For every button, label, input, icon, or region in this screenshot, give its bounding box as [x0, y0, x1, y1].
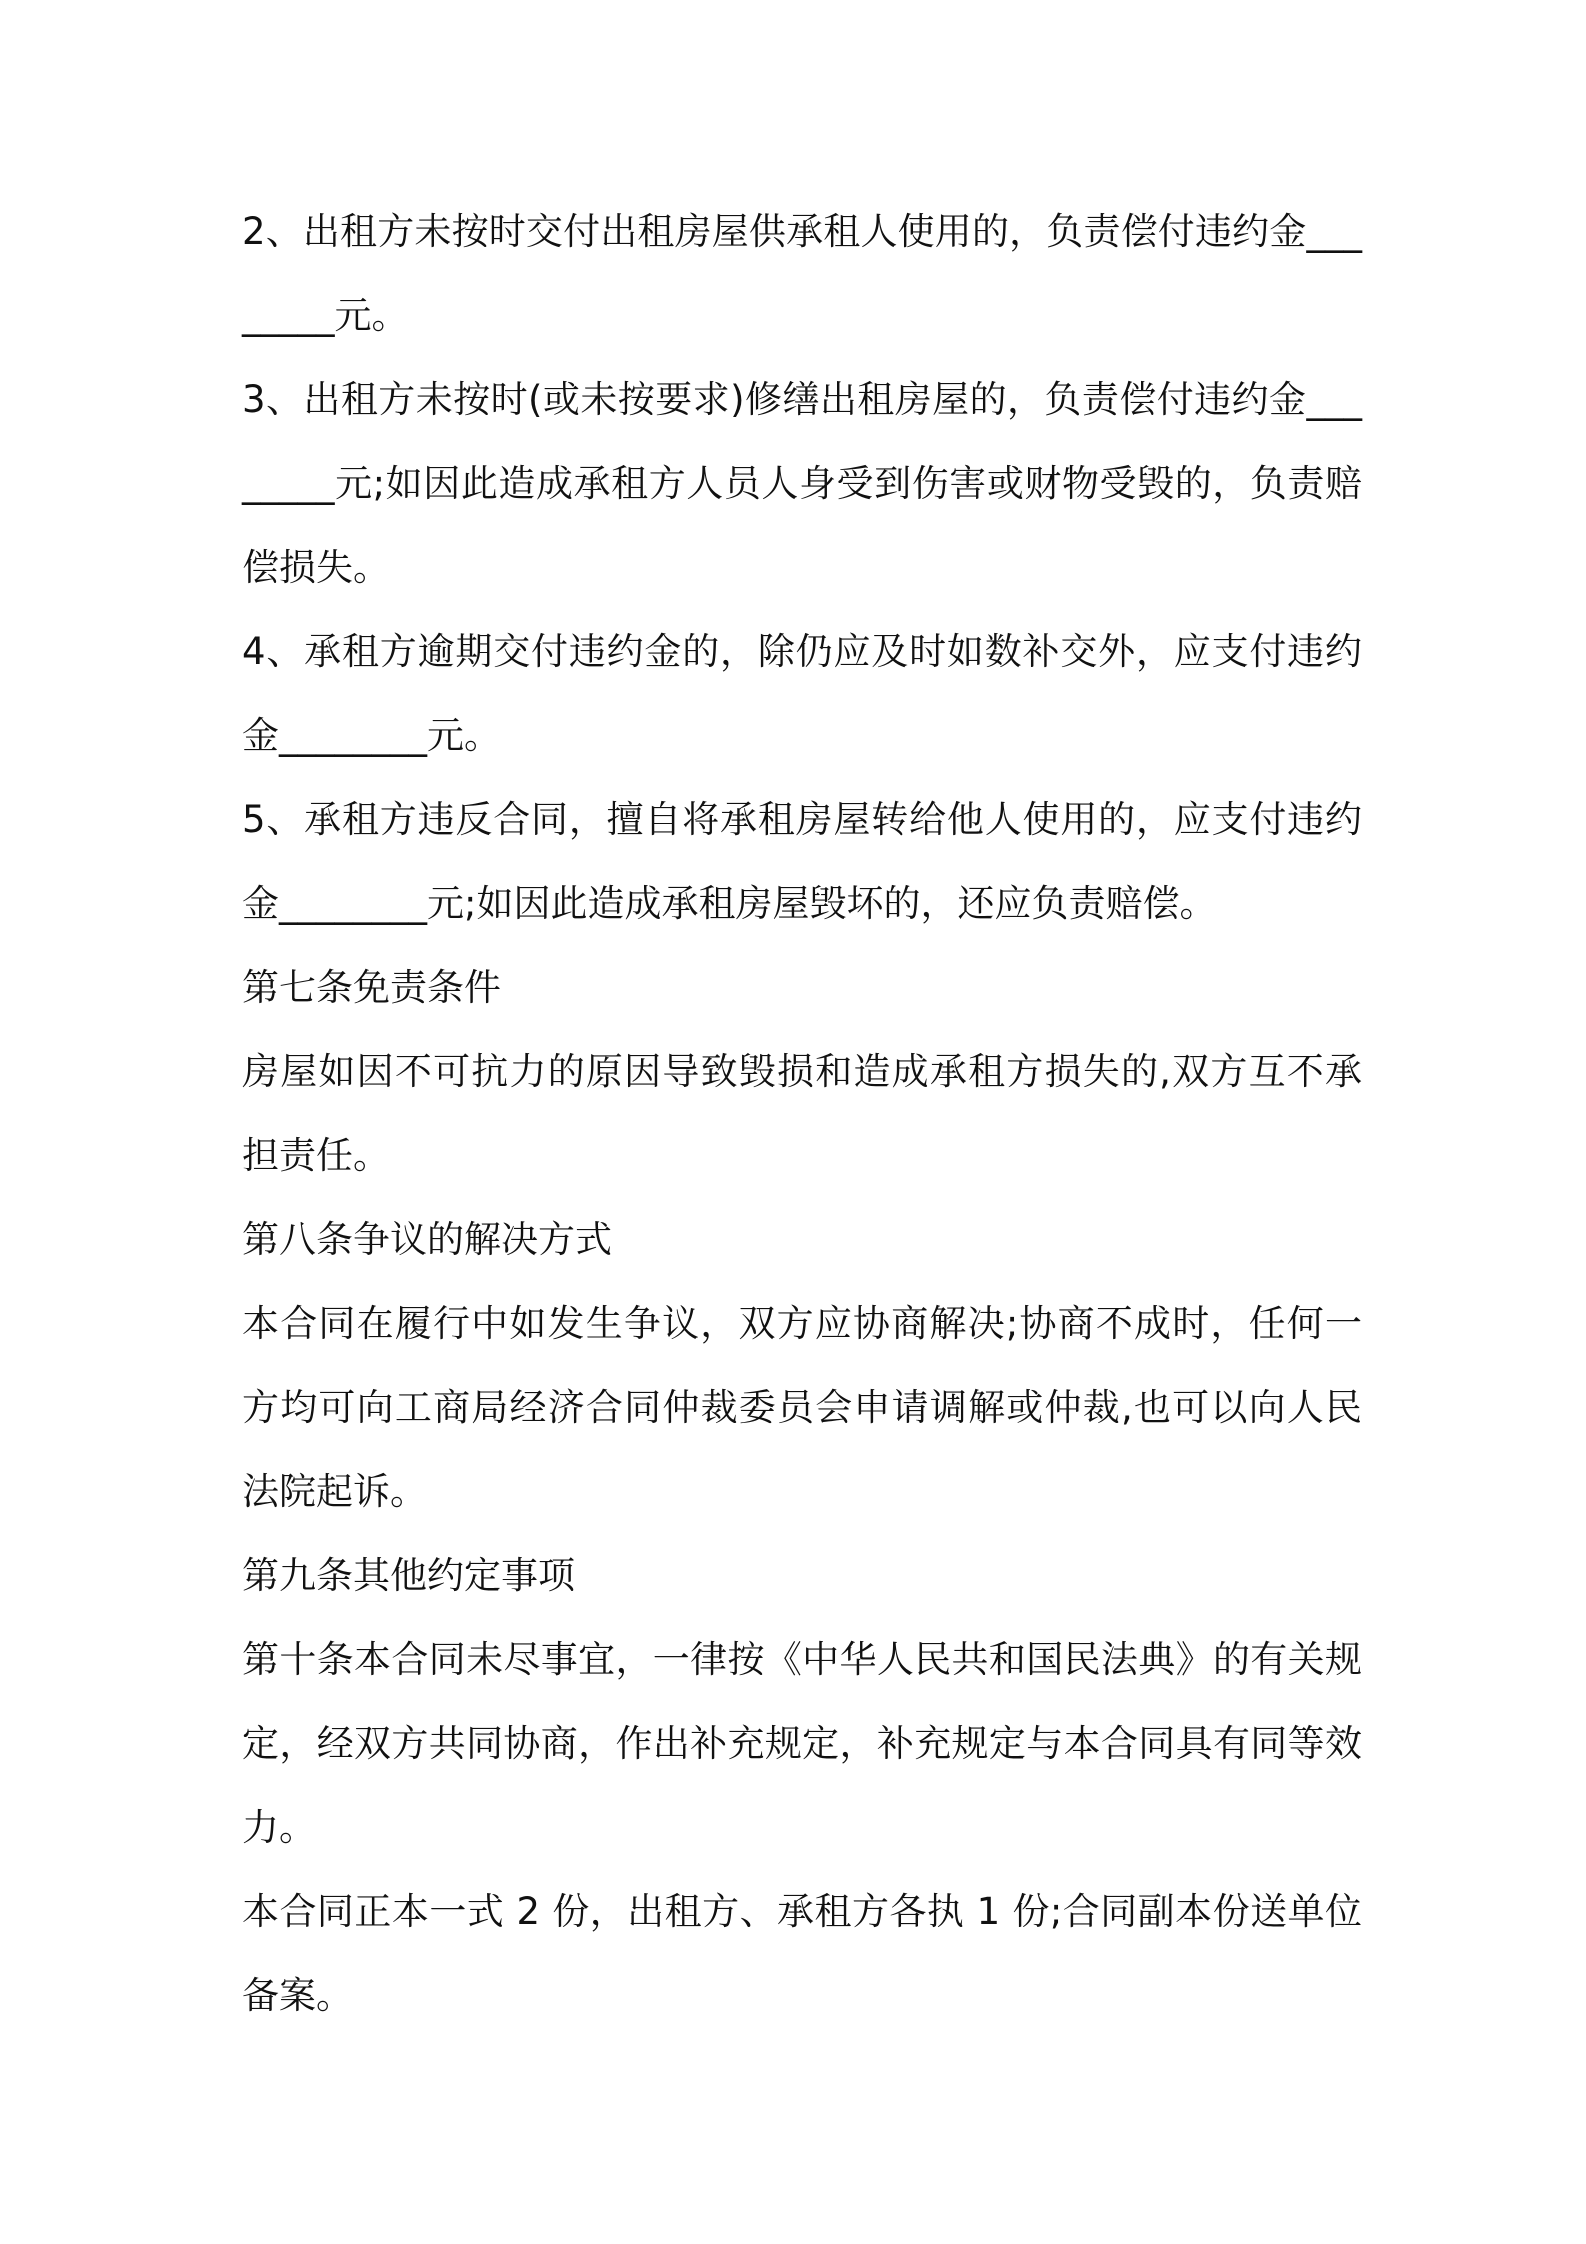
- clause-5-penalty-sublease: 5、承租方违反合同，擅自将承租房屋转给他人使用的，应支付违约金________元;如因此造成承租房屋毁坏的，还应负责赔偿。: [242, 798, 1362, 925]
- article-8-heading: 第八条争议的解决方式: [242, 1218, 612, 1261]
- clause-3-penalty-repair: 3、出租方未按时(或未按要求)修缮出租房屋的，负责偿付违约金________元;如因此造成承租方人员人身受到伤害或财物受毁的，负责赔偿损失。: [242, 378, 1362, 589]
- article-10-text: 第十条本合同未尽事宜，一律按《中华人民共和国民法典》的有关规定，经双方共同协商，作出补充规定，补充规定与本合同具有同等效力。: [242, 1638, 1362, 1849]
- clause-2-penalty-delivery: 2、出租方未按时交付出租房屋供承租人使用的，负责偿付违约金________元。: [242, 210, 1362, 337]
- article-8-text: 本合同在履行中如发生争议，双方应协商解决;协商不成时，任何一方均可向工商局经济合同仲裁委员会申请调解或仲裁,也可以向人民法院起诉。: [242, 1302, 1362, 1513]
- article-7-heading: 第七条免责条件: [242, 966, 501, 1009]
- copies-clause: 本合同正本一式 2 份，出租方、承租方各执 1 份;合同副本份送单位备案。: [242, 1890, 1362, 2017]
- article-9-heading: 第九条其他约定事项: [242, 1554, 575, 1597]
- article-7-text: 房屋如因不可抗力的原因导致毁损和造成承租方损失的,双方互不承担责任。: [242, 1050, 1362, 1177]
- clause-4-penalty-late-payment: 4、承租方逾期交付违约金的，除仍应及时如数补交外，应支付违约金________元。: [242, 630, 1362, 757]
- document-body: [242, 190, 1362, 2038]
